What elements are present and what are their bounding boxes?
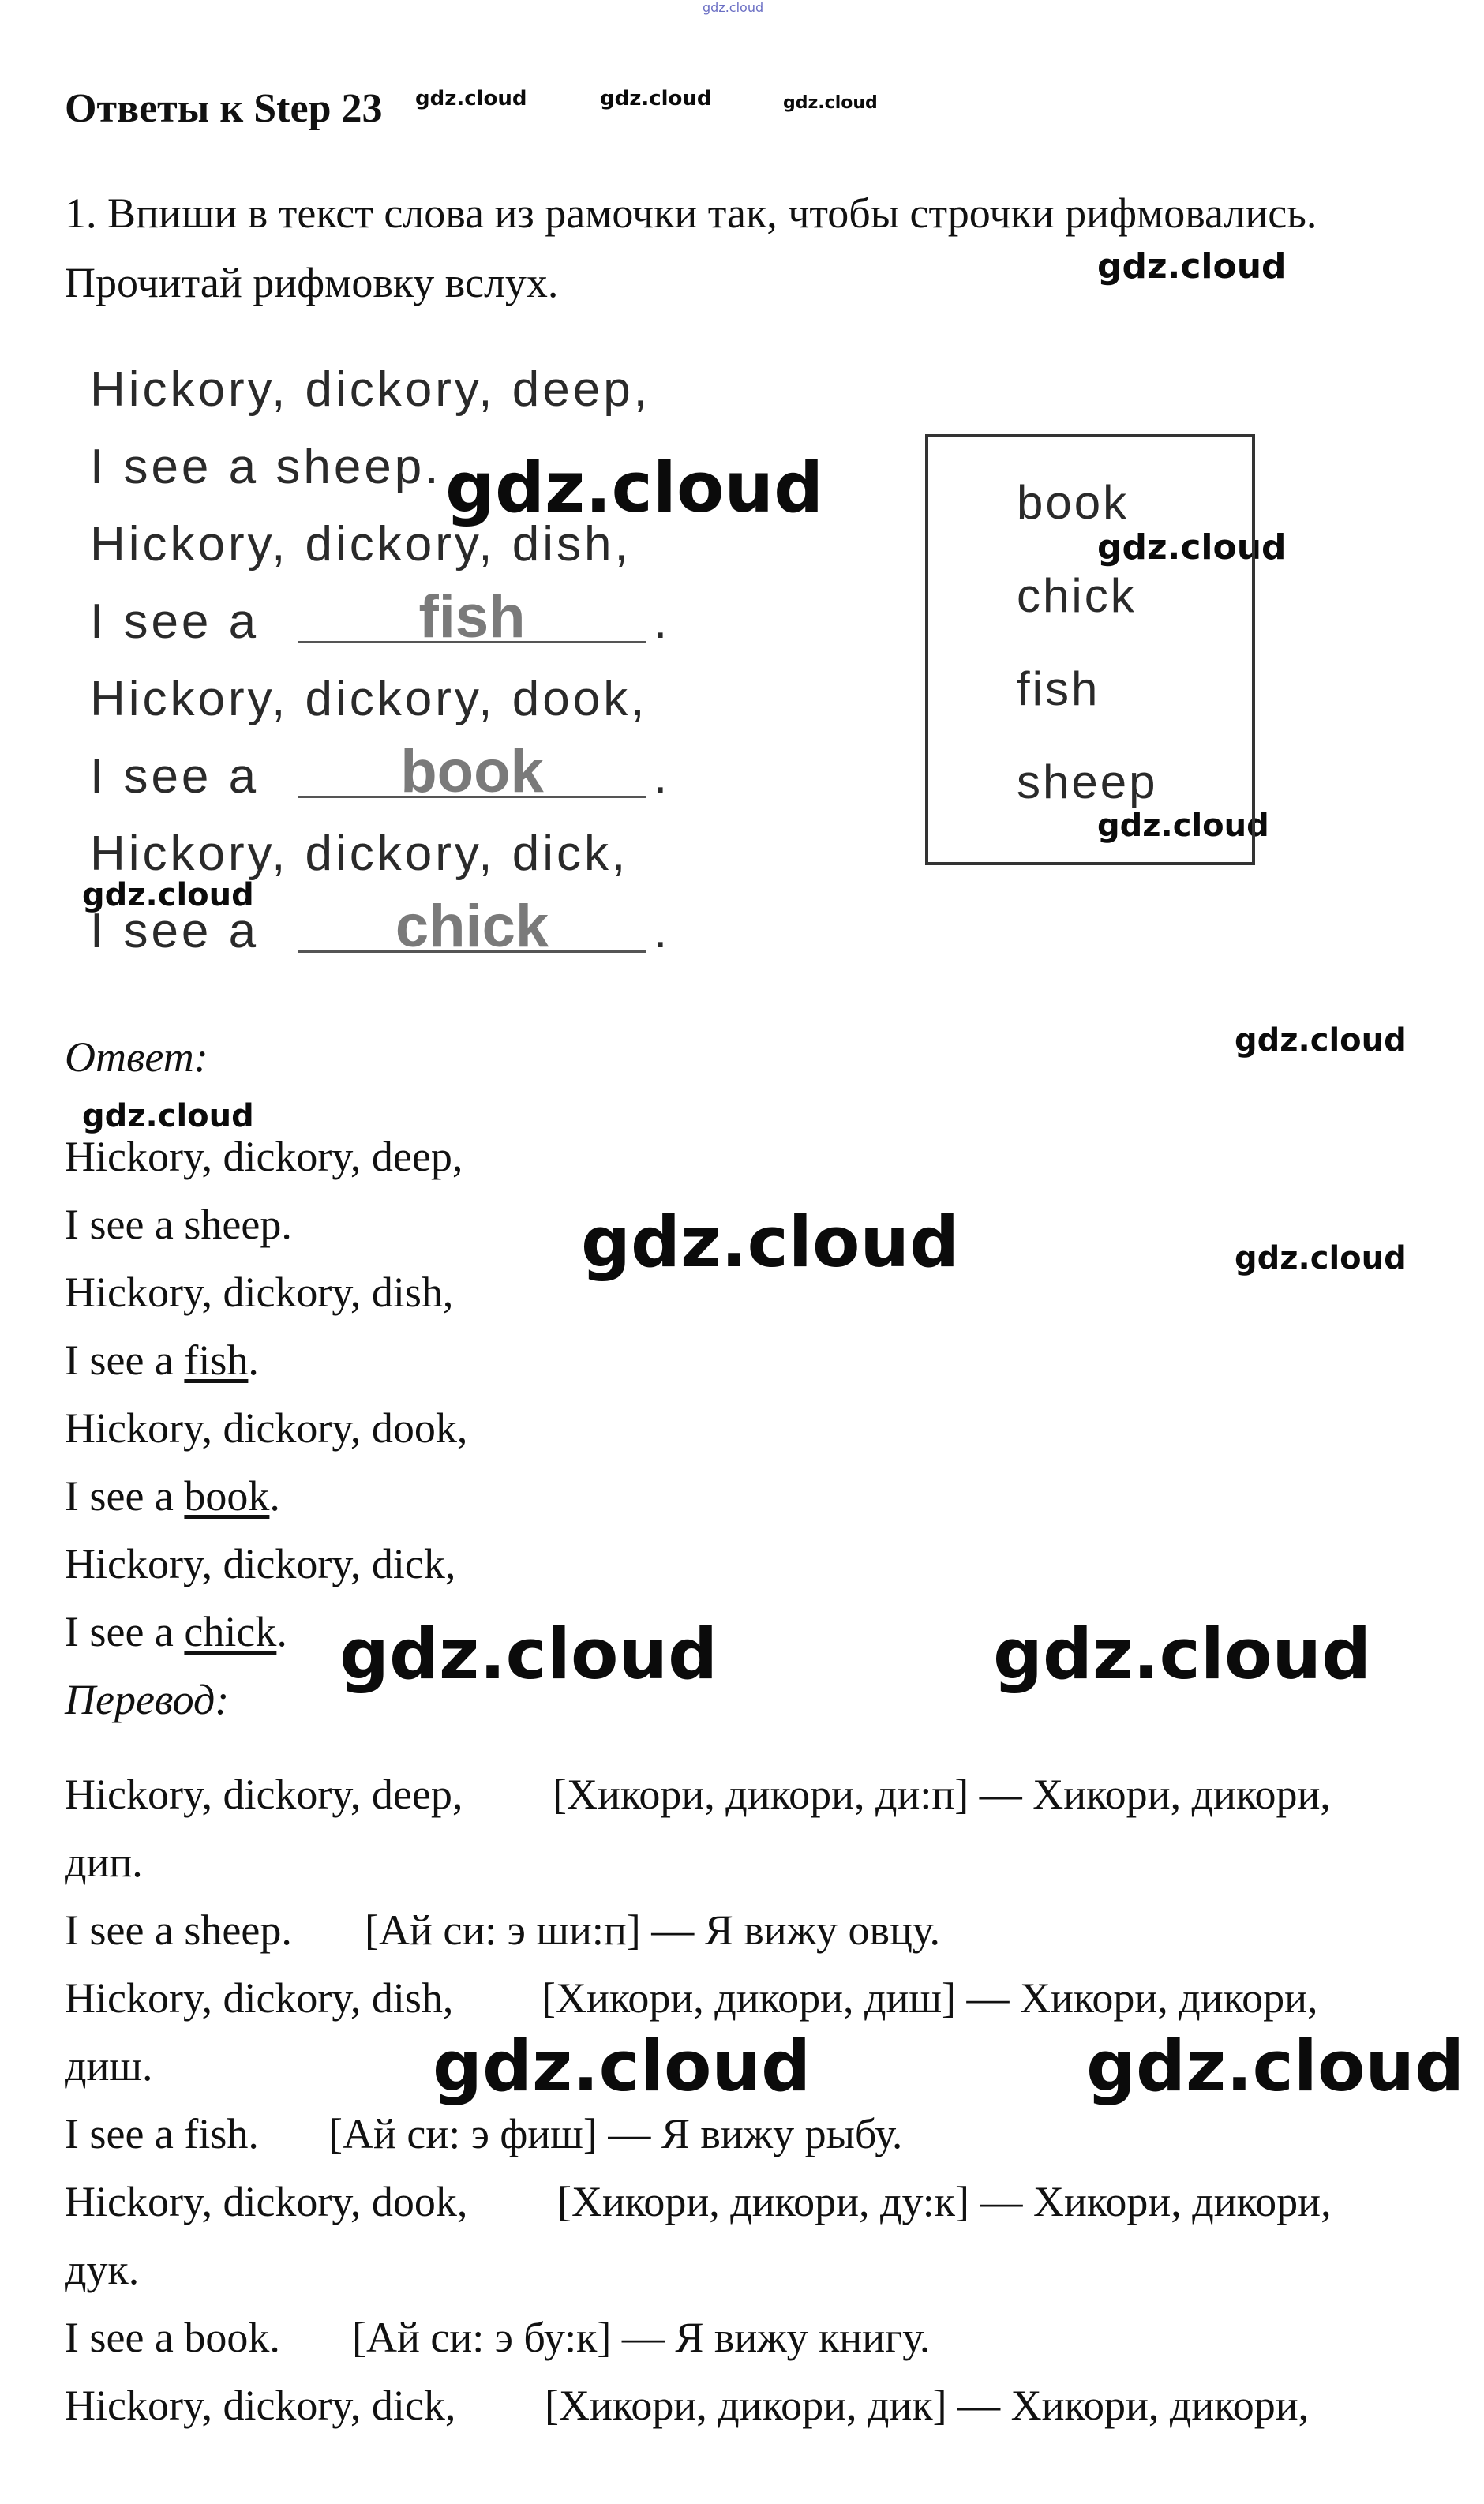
translation-en: I see a book. xyxy=(65,2314,280,2361)
watermark: gdz.cloud xyxy=(1097,246,1287,287)
answer-prefix: I see a xyxy=(65,1336,185,1384)
exercise-period: . xyxy=(654,749,668,804)
watermark: gdz.cloud xyxy=(339,1614,718,1695)
exercise-line: I see a xyxy=(90,594,260,649)
translation-en: Hickory, dickory, dook, xyxy=(65,2178,468,2225)
answer-line: Hickory, dickory, dook, xyxy=(65,1404,468,1452)
answer-line: Hickory, dickory, deep, xyxy=(65,1133,463,1180)
box-word: chick xyxy=(1017,569,1137,622)
translation-cont: диш. xyxy=(65,2042,153,2090)
translation-en: I see a sheep. xyxy=(65,1906,292,1954)
watermark: gdz.cloud xyxy=(433,2026,811,2107)
answer-suffix: . xyxy=(276,1608,287,1655)
watermark: gdz.cloud xyxy=(1235,1240,1407,1276)
answer-line xyxy=(65,1471,280,1520)
answer-prefix: I see a xyxy=(65,1472,185,1520)
answer-line: Hickory, dickory, dick, xyxy=(65,1540,456,1587)
translation-ru: [Хикори, дикори, ди:п] — Хикори, дикори, xyxy=(553,1771,1331,1818)
translation-label: Перевод: xyxy=(65,1676,230,1723)
answer-line xyxy=(65,1336,259,1385)
answer-word: chick xyxy=(184,1608,277,1655)
filled-blank: chick xyxy=(298,903,646,953)
page-title: Ответы к Step 23 xyxy=(65,86,383,131)
translation-ru: [Ай си: э бу:к] — Я вижу книгу. xyxy=(352,2314,931,2361)
task-text-line-2: Прочитай рифмовку вслух. xyxy=(65,259,559,306)
translation-en: Hickory, dickory, dick, xyxy=(65,2382,456,2429)
answer-suffix: . xyxy=(248,1336,259,1384)
answer-line: I see a sheep. xyxy=(65,1201,292,1248)
exercise-line: Hickory, dickory, dook, xyxy=(90,672,648,726)
exercise-line: I see a sheep. xyxy=(90,440,442,494)
watermark: gdz.cloud xyxy=(581,1201,960,1283)
filled-blank: book xyxy=(298,748,646,798)
answer-suffix: . xyxy=(269,1472,280,1520)
watermark: gdz.cloud xyxy=(600,87,712,111)
translation-ru: [Хикори, дикори, ду:к] — Хикори, дикори, xyxy=(557,2178,1332,2225)
word-box xyxy=(925,434,1255,865)
watermark: gdz.cloud xyxy=(993,1614,1372,1695)
translation-cont: дук. xyxy=(65,2246,140,2293)
exercise-line: Hickory, dickory, dick, xyxy=(90,827,629,881)
watermark: gdz.cloud xyxy=(82,877,254,913)
translation-en: Hickory, dickory, dish, xyxy=(65,1974,454,2022)
box-word: book xyxy=(1017,476,1130,529)
translation-en: Hickory, dickory, deep, xyxy=(65,1771,463,1818)
watermark: gdz.cloud xyxy=(1235,1022,1407,1059)
answer-line xyxy=(65,1607,287,1656)
answer-word: fish xyxy=(184,1336,249,1384)
box-word: fish xyxy=(1017,662,1100,715)
watermark: gdz.cloud xyxy=(1086,2026,1465,2107)
watermark: gdz.cloud xyxy=(1097,527,1287,568)
translation-cont: дип. xyxy=(65,1839,143,1886)
watermark: gdz.cloud xyxy=(783,93,878,113)
watermark-top: gdz.cloud xyxy=(703,0,764,15)
watermark: gdz.cloud xyxy=(415,87,527,111)
exercise-period: . xyxy=(654,594,668,649)
box-word: sheep xyxy=(1017,755,1158,808)
watermark: gdz.cloud xyxy=(82,1098,254,1134)
translation-en: I see a fish. xyxy=(65,2110,259,2157)
translation-ru: [Хикори, дикори, диш] — Хикори, дикори, xyxy=(542,1974,1318,2022)
translation-ru: [Ай си: э фиш] — Я вижу рыбу. xyxy=(328,2110,903,2157)
translation-ru: [Ай си: э ши:п] — Я вижу овцу. xyxy=(365,1906,940,1954)
answer-prefix: I see a xyxy=(65,1608,185,1655)
task-text-line-1: 1. Впиши в текст слова из рамочки так, чтобы строчки рифмовались. xyxy=(65,189,1317,237)
exercise-line: Hickory, dickory, dish, xyxy=(90,517,631,572)
exercise-line: I see a xyxy=(90,904,260,958)
answer-line: Hickory, dickory, dish, xyxy=(65,1269,454,1316)
watermark: gdz.cloud xyxy=(1097,808,1269,844)
exercise-scan xyxy=(79,339,1326,1010)
exercise-line: I see a xyxy=(90,749,260,804)
exercise-period: . xyxy=(654,904,668,958)
filled-blank: fish xyxy=(298,594,646,643)
watermark: gdz.cloud xyxy=(445,447,824,528)
exercise-line: Hickory, dickory, deep, xyxy=(90,362,650,417)
answer-word: book xyxy=(184,1472,270,1520)
translation-ru: [Хикори, дикори, дик] — Хикори, дикори, xyxy=(545,2382,1310,2429)
answer-label: Ответ: xyxy=(65,1033,208,1081)
